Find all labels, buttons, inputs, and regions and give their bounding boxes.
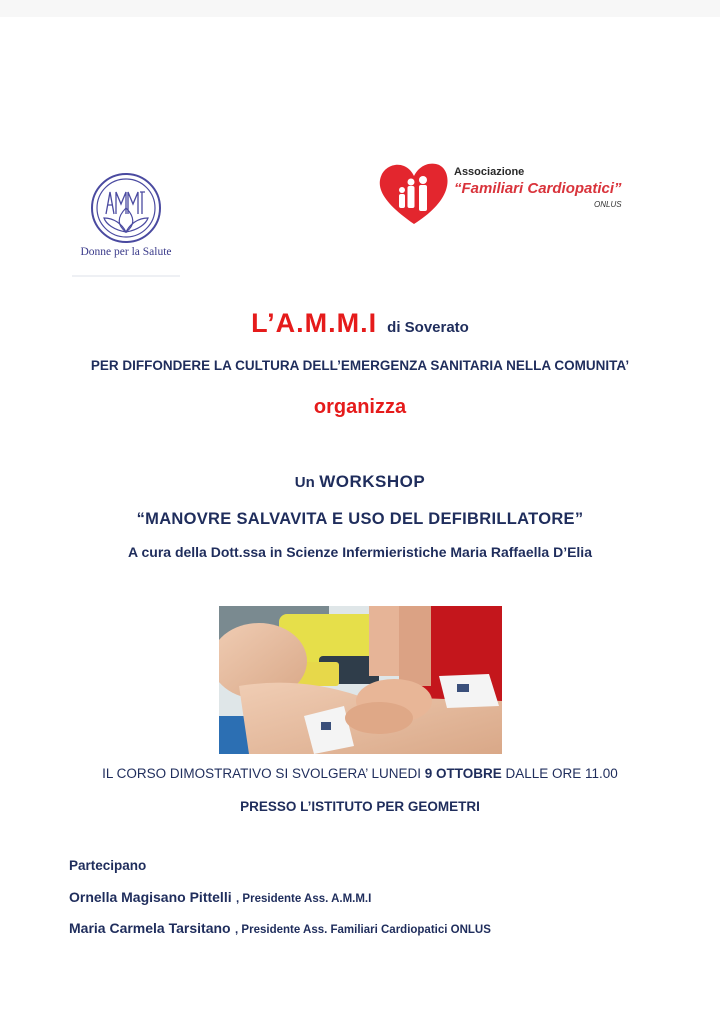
- workshop-label: WORKSHOP: [319, 472, 426, 491]
- event-location: PRESSO L’ISTITUTO PER GEOMETRI: [240, 799, 480, 814]
- logo-line-familiari: “Familiari Cardiopatici”: [454, 180, 622, 197]
- participant-row: [69, 920, 491, 951]
- logo-line-onlus: ONLUS: [594, 200, 622, 209]
- when-prefix: IL CORSO DIMOSTRATIVO SI SVOLGERA’ LUNEDI: [102, 766, 425, 781]
- cpr-photo: [219, 606, 502, 754]
- organizza-heading: organizza: [313, 396, 407, 418]
- participants-section: [69, 858, 491, 951]
- event-date-time: [0, 766, 720, 781]
- workshop-heading: [0, 472, 720, 492]
- participant-role: , Presidente Ass. Familiari Cardiopatici ONLUS: [235, 924, 491, 936]
- participant-role: , Presidente Ass. A.M.M.I: [236, 893, 372, 905]
- when-date: 9 OTTOBRE: [424, 766, 502, 781]
- participants-heading: Partecipano: [69, 858, 147, 873]
- top-bar: [0, 0, 720, 17]
- when-suffix: DALLE ORE 11.00: [501, 766, 618, 781]
- title-suffix: di Soverato: [387, 319, 469, 336]
- workshop-prefix: Un: [294, 474, 315, 491]
- mission-statement: PER DIFFONDERE LA CULTURA DELL’EMERGENZA SANITARIA NELLA COMUNITA’: [90, 358, 630, 373]
- participant-name: Ornella Magisano Pittelli: [69, 889, 232, 905]
- familiari-cardiopatici-logo: [378, 158, 638, 228]
- page-title: [0, 308, 720, 339]
- logo-divider: [72, 275, 180, 277]
- ammi-logo: [72, 168, 180, 280]
- logo-line-associazione: Associazione: [454, 166, 525, 178]
- cpr-illustration-icon: [219, 606, 502, 754]
- curated-by: A cura della Dott.ssa in Scienze Infermieristiche Maria Raffaella D’Elia: [128, 544, 592, 560]
- course-title: “MANOVRE SALVAVITA E USO DEL DEFIBRILLATORE”: [136, 510, 584, 528]
- ammi-logo-caption: Donne per la Salute: [80, 246, 172, 258]
- participant-name: Maria Carmela Tarsitano: [69, 920, 231, 936]
- ammi-emblem-icon: [72, 168, 180, 246]
- heart-family-icon: [378, 162, 450, 226]
- participant-row: [69, 889, 491, 920]
- title-ammi: L’A.M.M.I: [251, 308, 378, 338]
